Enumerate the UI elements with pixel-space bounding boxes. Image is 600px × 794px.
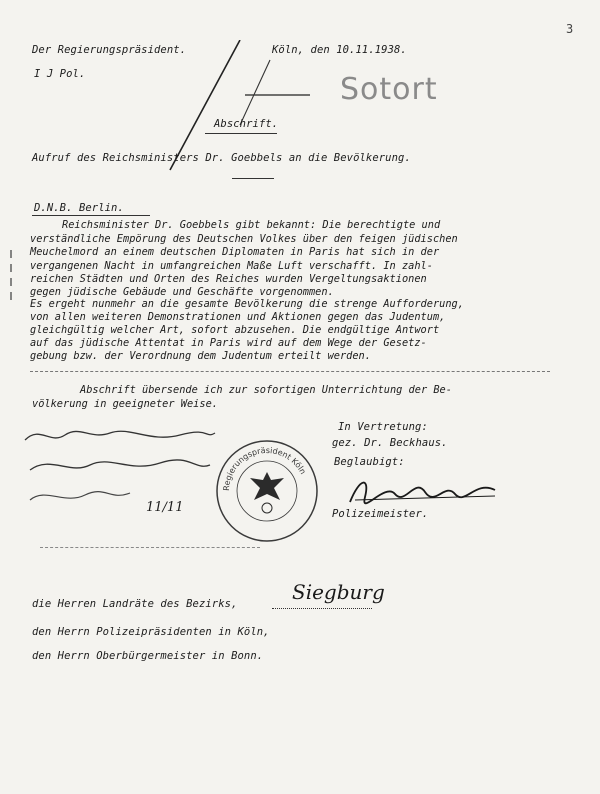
instruction-line: völkerung in geeigneter Weise.	[32, 398, 218, 410]
recipient-line: den Herrn Polizeipräsidenten in Köln,	[32, 626, 270, 638]
reference-code: I J Pol.	[34, 68, 86, 80]
body-line: Es ergeht nunmehr an die gesamte Bevölkerung die strenge Aufforderung,	[30, 298, 464, 310]
signed-by: gez. Dr. Beckhaus.	[332, 437, 448, 449]
stamp-sotort: Sotort	[340, 72, 438, 107]
section-divider	[232, 178, 274, 179]
body-line: auf das jüdische Attentat in Paris wird auf dem Wege der Gesetz-	[30, 337, 427, 349]
body-line: verständliche Empörung des Deutschen Volkes über den feigen jüdischen	[30, 233, 458, 245]
recipient-handwritten: Siegburg	[292, 580, 385, 604]
official-seal	[214, 438, 320, 544]
body-line: von allen weiteren Demonstrationen und Aktionen gegen das Judentum,	[30, 311, 446, 323]
handwritten-margin-note	[20, 425, 220, 535]
recipient-line: den Herrn Oberbürgermeister in Bonn.	[32, 650, 264, 662]
body-line: Reichsminister Dr. Goebbels gibt bekannt: Die berechtigte und	[62, 219, 441, 231]
page-number: 3	[566, 22, 574, 36]
signature-title: Polizeimeister.	[332, 508, 429, 520]
body-line: gleichgültig welcher Art, sofort abzusehen. Die endgültige Antwort	[30, 324, 440, 336]
instruction-line: Abschrift übersende ich zur sofortigen Unterrichtung der Be-	[80, 384, 452, 396]
sender-line: Der Regierungspräsident.	[32, 44, 187, 56]
dateline-underline	[32, 215, 150, 216]
dashed-separator	[30, 371, 550, 372]
margin-marks	[6, 250, 16, 310]
dateline: D.N.B. Berlin.	[34, 202, 124, 214]
certified-label: Beglaubigt:	[334, 456, 405, 468]
recipient-dotted-line	[272, 608, 372, 609]
copy-underline	[205, 133, 277, 134]
body-line: vergangenen Nacht in umfangreichen Maße Luft verschafft. In zahl-	[30, 260, 433, 272]
copy-label: Abschrift.	[214, 118, 279, 130]
body-line: gegen jüdische Gebäude und Geschäfte vorgenommen.	[30, 286, 334, 298]
dashed-separator-2	[40, 547, 260, 548]
handwritten-signature	[345, 472, 505, 512]
body-line: reichen Städten und Orten des Reiches wurden Vergeltungsaktionen	[30, 273, 427, 285]
body-line: Meuchelmord an einem deutschen Diplomaten in Paris hat sich in der	[30, 246, 440, 258]
recipient-line: die Herren Landräte des Bezirks,	[32, 598, 238, 610]
place-date: Köln, den 10.11.1938.	[272, 44, 407, 56]
body-line: gebung bzw. der Verordnung dem Judentum erteilt werden.	[30, 350, 371, 362]
subject-line: Aufruf des Reichsministers Dr. Goebbels an die Bevölkerung.	[32, 152, 411, 164]
seal-text: Regierungspräsident Köln	[221, 445, 308, 492]
handwritten-note-date: 11/11	[146, 500, 184, 515]
in-representation: In Vertretung:	[338, 421, 428, 433]
